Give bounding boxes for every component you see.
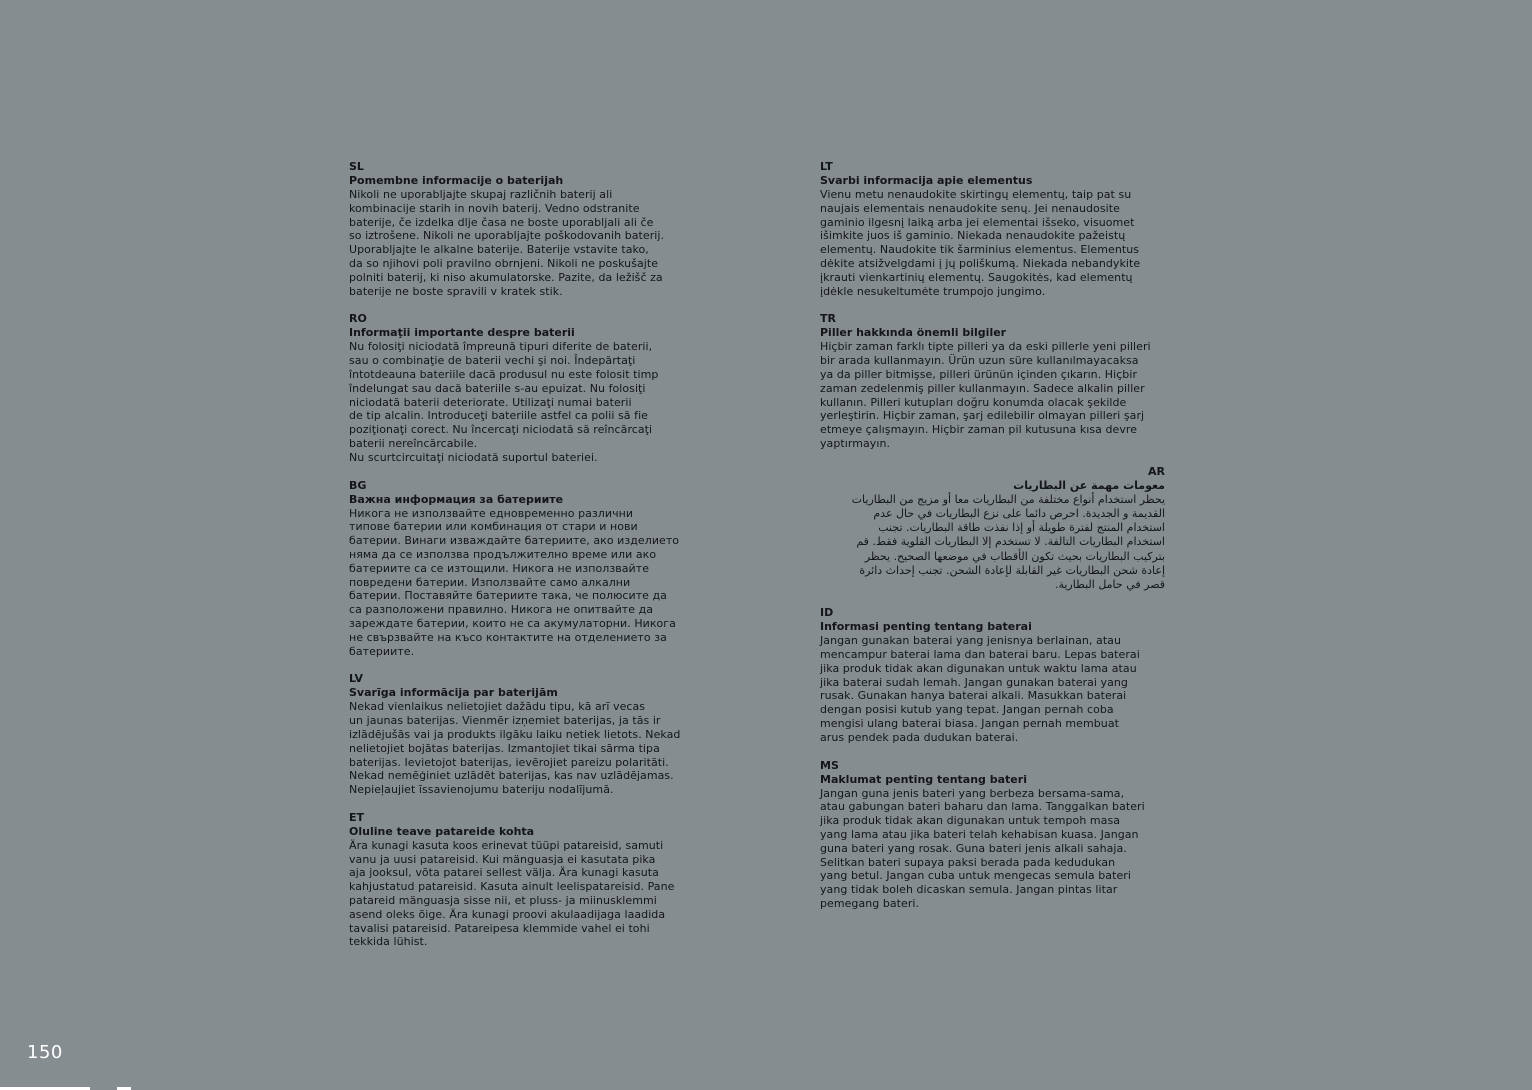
section-body: Vienu metu nenaudokite skirtingų elementų, taip pat su naujais elementais nenaudokite senų. Jei nenaudosite gaminio ilgesnį laiką arba jei elementai išseko, visuomet išimkite juos iš gaminio. Niekada nenaudokite pažeistų elementų. Naudokite tik šarminius elementus. Elementus dėkite atsižvelgdami į jų poliškumą. Niekada nebandykite įkrauti vienkartinių elementų. Saugokitės, kad elementų įdėkle nesukeltumėte trumpojo jungimo. (820, 188, 1141, 298)
language-code: TR (820, 312, 836, 326)
section-body: Hiçbir zaman farklı tipte pilleri ya da eski pillerle yeni pilleri bir arada kullanmayın. Ürün uzun süre kullanılmayacaksa ya da piller bitmişse, pilleri ürünün içinden çıkarın. Hiçbir zaman zedelenmiş piller kullanmayın. Sadece alkalin piller kullanın. Pilleri kutupları doğru konumda olacak şekilde yerleştirin. Hiçbir zaman, şarj edilebilir olmayan pilleri şarj etmeye çalışmayın. Hiçbir zaman pil kutusuna kısa devre yaptırmayın. (820, 340, 1151, 450)
language-code: RO (349, 312, 367, 326)
section-ro (349, 312, 694, 464)
section-body: Jangan guna jenis bateri yang berbeza bersama-sama, atau gabungan bateri baharu dan lama. Tanggalkan bateri jika produk tidak akan digunakan untuk tempoh masa yang lama atau jika bateri telah kehabisan kuasa. Jangan guna bateri yang rosak. Guna bateri jenis alkali sahaja. Selitkan bateri supaya paksi berada pada kedudukan yang betul. Jangan cuba untuk mengecas semula bateri yang tidak boleh dicaskan semula. Jangan pintas litar pemegang bateri. (820, 786, 1145, 910)
section-title: Важна информация за батериите (349, 492, 564, 506)
section-title: Svarbi informacija apie elementus (820, 174, 1033, 187)
section-sl (349, 160, 694, 298)
section-title: معومات مهمة عن البطاريات (1013, 478, 1165, 492)
language-code: ET (349, 810, 365, 824)
section-title: Piller hakkında önemli bilgiler (820, 326, 1007, 340)
page-number: 150 (27, 1042, 63, 1063)
section-lv (349, 672, 694, 797)
right-column (820, 160, 1165, 925)
section-body: يحظر استخدام أنواع مختلفة من البطاريات معا أو مزيج من البطاريات القديمة و الجديدة. احرص دائما على نزع البطاريات في حال عدم استخدام المنتج لفترة طويلة أو إذا نفذت طاقة البطاريات. تجنب استخدام البطاريات التالفة. لا تستخدم إلا البطاريات القلوية فقط. قم بتركيب البطاريات بحيث تكون الأقطاب في موضعها الصحيح. يحظر إعادة شحن البطاريات غير القابلة لإعادة الشحن. تجنب إحداث دائرة قصر في حامل البطارية. (851, 492, 1165, 591)
language-code: AR (1148, 464, 1165, 478)
section-title: Maklumat penting tentang bateri (820, 772, 1027, 786)
section-body: Jangan gunakan baterai yang jenisnya berlainan, atau mencampur baterai lama dan baterai baru. Lepas baterai jika produk tidak akan digunakan untuk waktu lama atau jika baterai sudah lemah. Jangan gunakan baterai yang rusak. Gunakan hanya baterai alkali. Masukkan baterai dengan posisi kutub yang tepat. Jangan pernah coba mengisi ulang baterai biasa. Jangan pernah membuat arus pendek pada dudukan baterai. (820, 634, 1140, 744)
section-body: Ära kunagi kasuta koos erinevat tüüpi patareisid, samuti vanu ja uusi patareisid. Kui mänguasja ei kasutata pika aja jooksul, võta patarei sellest välja. Ära kunagi kasuta kahjustatud patareisid. Kasuta ainult leelispatareisid. Pane patareid mänguasja sisse nii, et pluss- ja miinusklemmi asend oleks õige. Ära kunagi proovi akulaadijaga laadida tavalisi patareisid. Patareipesa klemmide vahel ei tohi tekkida lühist. (349, 838, 675, 949)
section-et (349, 811, 694, 949)
section-body: Никога не използвайте едновременно различни типове батерии или комбинация от стари и нови батерии. Винаги изваждайте батериите, ако изделието няма да се използва продължително време или ако батериите са се изтощили. Никога не използвайте повредени батерии. Използвайте само алкални батерии. Поставяйте батериите така, че полюсите да са разположени правилно. Никога не опитвайте да зареждате батерии, които не са акумулаторни. Никога не свързвайте на късо контактите на отделението за батериите. (349, 506, 680, 658)
section-lt (820, 160, 1165, 298)
section-tr (820, 312, 1165, 450)
language-code: SL (349, 160, 364, 173)
section-body: Nikoli ne uporabljajte skupaj različnih baterij ali kombinacije starih in novih baterij. Vedno odstranite baterije, če izdelka dlje časa ne boste uporabljali ali če so iztrošene. Nikoli ne uporabljajte poškodovanih baterij. Uporabljajte le alkalne baterije. Baterije vstavite tako, da so njihovi poli pravilno obrnjeni. Nikoli ne poskušajte polniti baterij, ki niso akumulatorske. Pazite, da ležišč za baterije ne boste spravili v kratek stik. (349, 188, 665, 298)
language-code: MS (820, 758, 839, 772)
section-title: Svarīga informācija par baterijām (349, 686, 558, 700)
section-body: Nekad vienlaikus nelietojiet dažādu tipu, kā arī vecas un jaunas baterijas. Vienmēr izņemiet baterijas, ja tās ir izlādējušās vai ja produkts ilgāku laiku netiek lietots. Nekad nelietojiet bojātas baterijas. Izmantojiet tikai sārma tipa baterijas. Ievietojot baterijas, ievērojiet pareizu polaritāti. Nekad nemēģiniet uzlādēt baterijas, kas nav uzlādējamas. Nepieļaujiet īssavienojumu bateriju nodalījumā. (349, 700, 681, 797)
section-body: Nu folosiţi niciodată împreună tipuri diferite de baterii, sau o combinaţie de baterii vechi şi noi. Îndepărtaţi întotdeauna bateriile dacă produsul nu este folosit timp îndelungat sau dacă bateriile s-au epuizat. Nu folosiţi niciodată baterii deteriorate. Utilizaţi numai baterii de tip alcalin. Introduceţi bateriile astfel ca polii să fie poziţionaţi corect. Nu încercaţi niciodată să reîncărcaţi baterii nereîncărcabile. Nu scurtcircuitaţi niciodată suportul bateriei. (349, 340, 659, 464)
left-column (349, 160, 694, 963)
section-title: Informasi penting tentang baterai (820, 620, 1032, 634)
language-code: ID (820, 606, 834, 620)
section-title: Oluline teave patareide kohta (349, 824, 535, 838)
section-title: Pomembne informacije o baterijah (349, 174, 564, 187)
language-code: LT (820, 160, 833, 173)
section-title: Informaţii importante despre baterii (349, 326, 575, 340)
section-ms (820, 759, 1165, 911)
language-code: BG (349, 478, 367, 492)
section-ar (820, 465, 1165, 592)
section-bg (349, 479, 694, 659)
section-id (820, 606, 1165, 744)
language-code: LV (349, 672, 364, 686)
